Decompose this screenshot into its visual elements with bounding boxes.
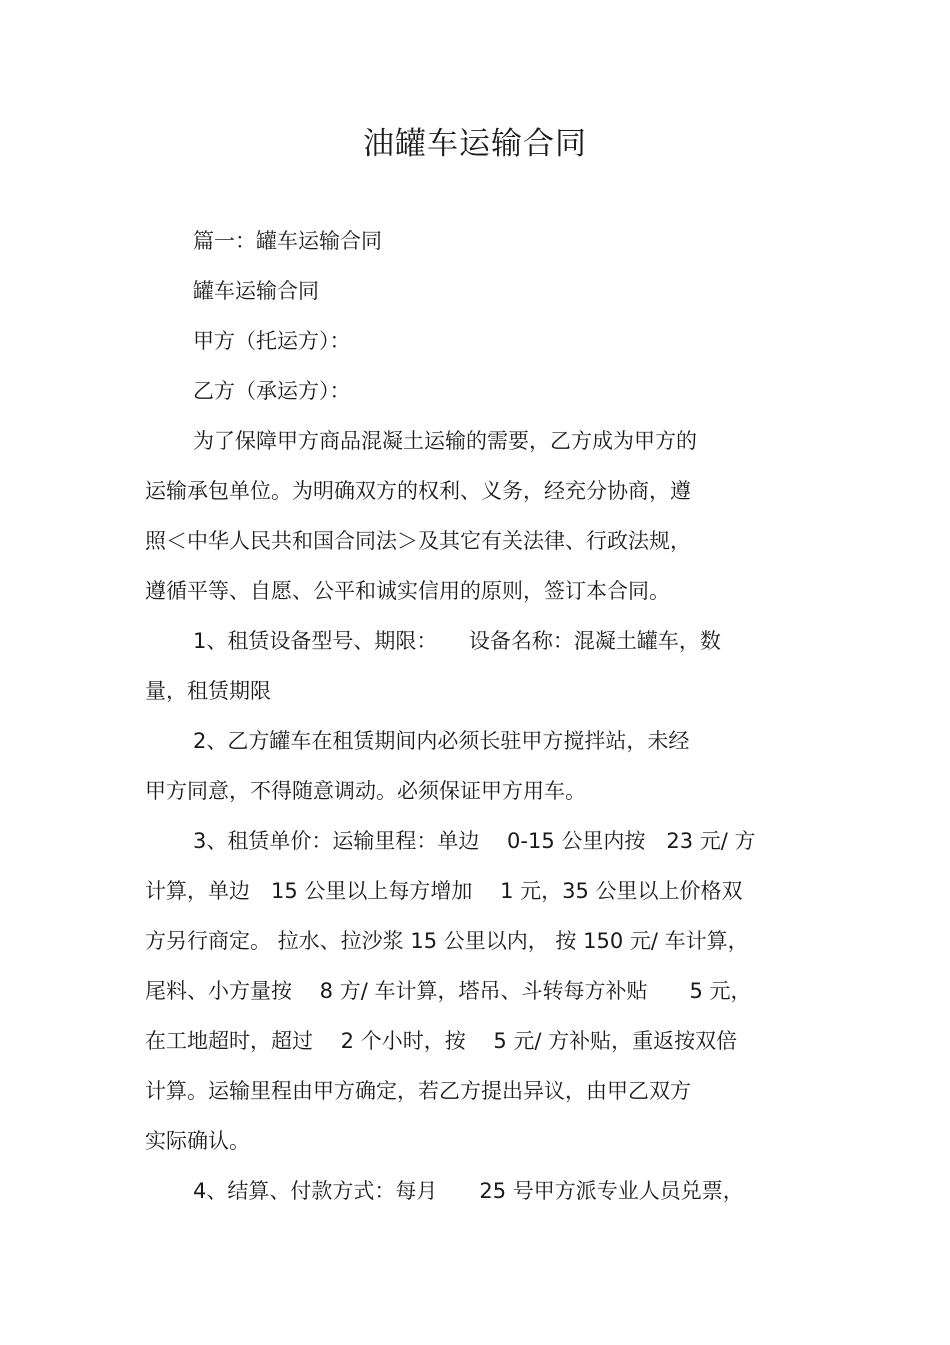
party-b-line: 乙方（承运方）： bbox=[193, 379, 351, 403]
clause-3-line: 实际确认。 bbox=[145, 1129, 250, 1153]
clause-3-line: 3、租赁单价：运输里程：单边 0-15 公里内按 23 元/ 方 bbox=[193, 829, 756, 853]
paragraph-line: 照＜中华人民共和国合同法＞及其它有关法律、行政法规， bbox=[145, 529, 691, 553]
document-title: 油罐车运输合同 bbox=[363, 126, 587, 162]
clause-3-line: 方另行商定。 拉水、拉沙浆 15 公里以内， 按 150 元/ 车计算， bbox=[145, 929, 749, 953]
paragraph-line: 为了保障甲方商品混凝土运输的需要，乙方成为甲方的 bbox=[193, 429, 697, 453]
clause-2-line: 2、乙方罐车在租赁期间内必须长驻甲方搅拌站，未经 bbox=[193, 729, 690, 753]
clause-1-line: 量，租赁期限 bbox=[145, 679, 271, 703]
paragraph-line: 运输承包单位。为明确双方的权利、义务，经充分协商，遵 bbox=[145, 479, 691, 503]
section-heading: 篇一：罐车运输合同 bbox=[193, 229, 382, 253]
clause-4-line: 4、结算、付款方式：每月 25 号甲方派专业人员兑票， bbox=[193, 1179, 744, 1203]
clause-2-line: 甲方同意，不得随意调动。必须保证甲方用车。 bbox=[145, 779, 586, 803]
paragraph-line: 遵循平等、自愿、公平和诚实信用的原则，签订本合同。 bbox=[145, 579, 670, 603]
party-a-line: 甲方（托运方）： bbox=[193, 329, 351, 353]
contract-name: 罐车运输合同 bbox=[193, 279, 319, 303]
clause-3-line: 在工地超时，超过 2 个小时，按 5 元/ 方补贴，重返按双倍 bbox=[145, 1029, 738, 1053]
clause-1-line: 1、租赁设备型号、期限： 设备名称：混凝土罐车，数 bbox=[193, 629, 721, 653]
clause-3-line: 尾料、小方量按 8 方/ 车计算，塔吊、斗转每方补贴 5 元， bbox=[145, 979, 752, 1003]
clause-3-line: 计算，单边 15 公里以上每方增加 1 元，35 公里以上价格双 bbox=[145, 879, 743, 903]
clause-3-line: 计算。运输里程由甲方确定，若乙方提出异议，由甲乙双方 bbox=[145, 1079, 691, 1103]
